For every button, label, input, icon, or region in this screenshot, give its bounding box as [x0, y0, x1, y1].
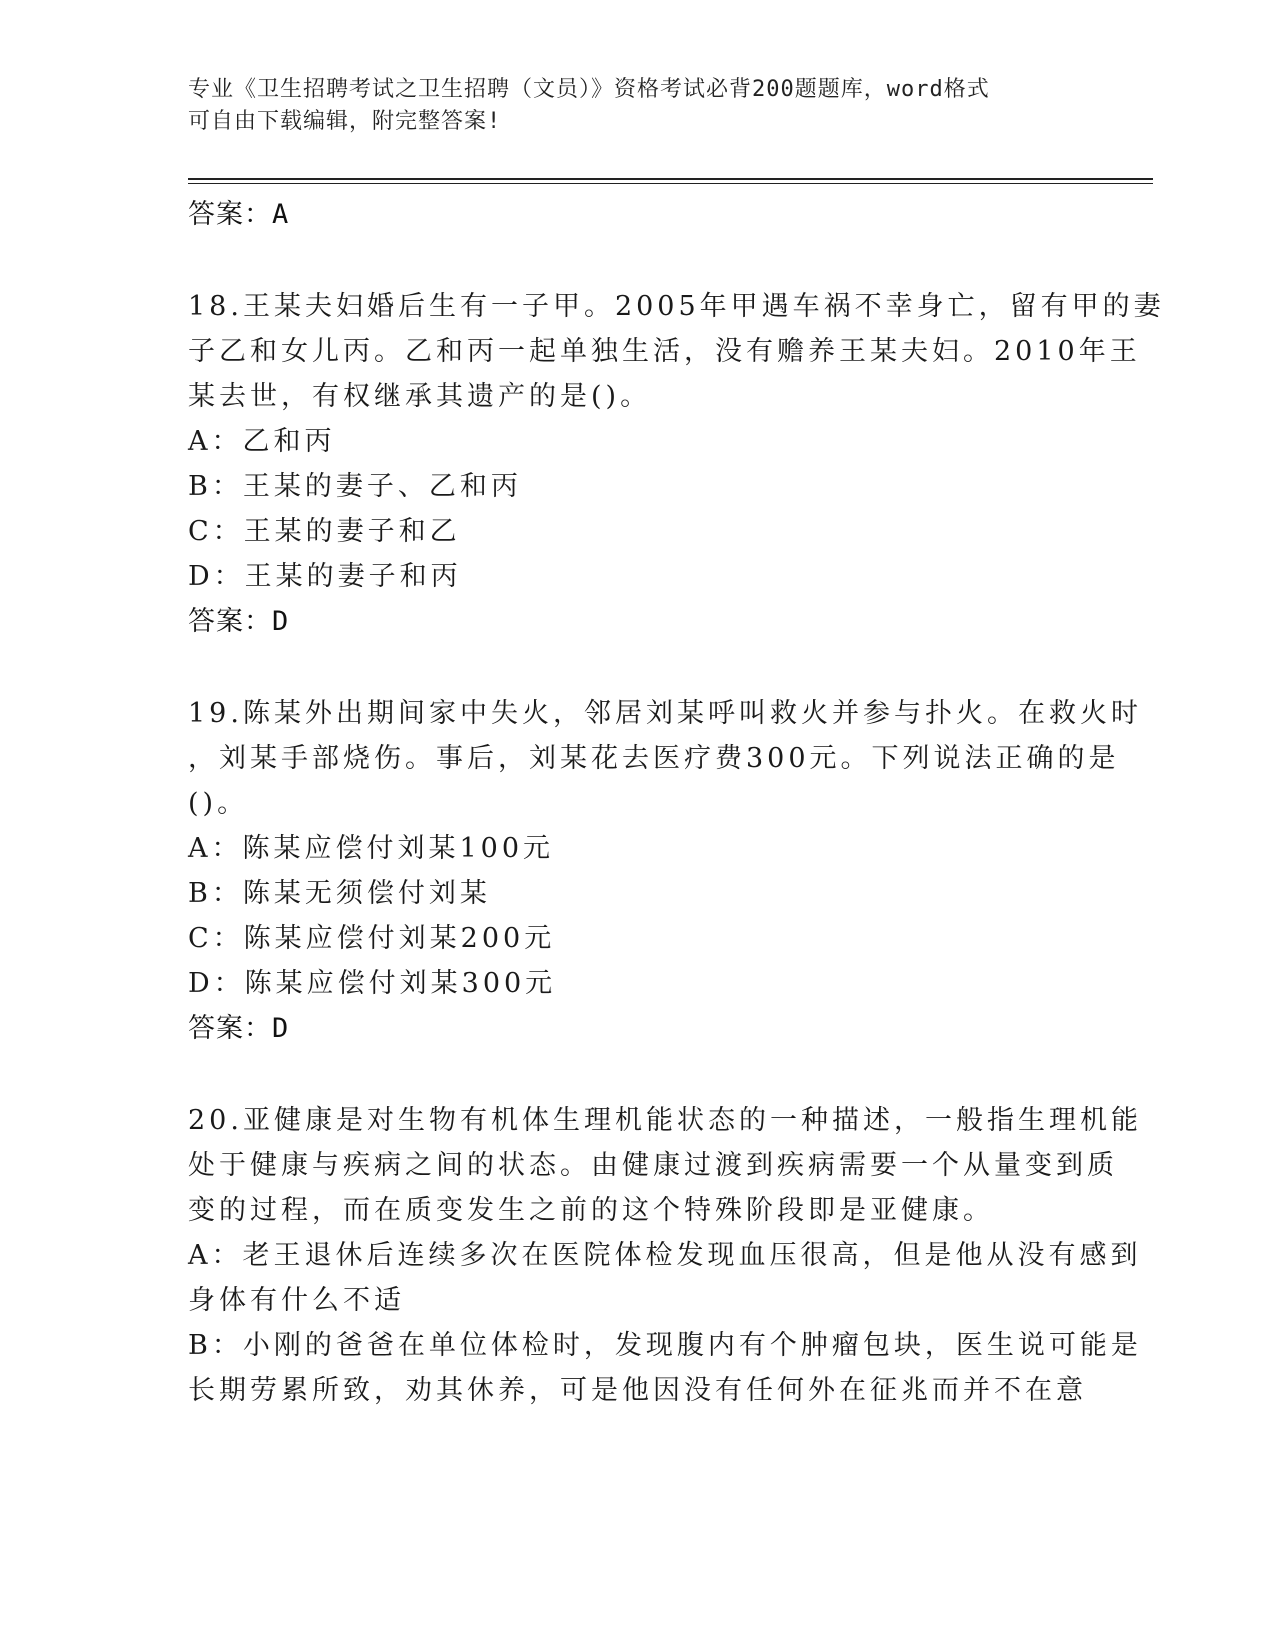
answer-label: 答案：D: [188, 1013, 290, 1044]
option-d: D：王某的妻子和丙: [188, 561, 462, 592]
option-c: C：陈某应偿付刘某200元: [188, 923, 556, 954]
question-stem-line: 某去世，有权继承其遗产的是()。: [188, 381, 652, 412]
document-header: [188, 74, 1068, 138]
answer-label: 答案：D: [188, 606, 290, 637]
question-stem-line: 19.陈某外出期间家中失火，邻居刘某呼叫救火并参与扑火。在救火时: [188, 698, 1142, 729]
header-divider-thin: [188, 183, 1153, 184]
question-stem-line: 20.亚健康是对生物有机体生理机能状态的一种描述，一般指生理机能: [188, 1105, 1142, 1136]
question-stem: [188, 284, 1165, 419]
question-stem-line: 子乙和女儿丙。乙和丙一起单独生活，没有赡养王某夫妇。2010年王: [188, 336, 1141, 367]
question-stem: [188, 691, 1142, 826]
question-20: [188, 1098, 1142, 1413]
option-line: 长期劳累所致，劝其休养，可是他因没有任何外在征兆而并不在意: [188, 1375, 1087, 1406]
option-b: [188, 1323, 1142, 1413]
option-a: [188, 1233, 1142, 1323]
option-line: B：小刚的爸爸在单位体检时，发现腹内有个肿瘤包块，医生说可能是: [188, 1330, 1142, 1361]
header-divider-thick: [188, 178, 1153, 180]
question-stem: [188, 1098, 1142, 1233]
answer-label: 答案：A: [188, 199, 290, 230]
option-c: C：王某的妻子和乙: [188, 516, 461, 547]
header-title-line-1: 专业《卫生招聘考试之卫生招聘（文员）》资格考试必背200题题库，word格式: [188, 77, 990, 102]
header-title-line-2: 可自由下载编辑，附完整答案!: [188, 109, 502, 134]
question-stem-line: 变的过程，而在质变发生之前的这个特殊阶段即是亚健康。: [188, 1195, 994, 1226]
option-line: 身体有什么不适: [188, 1285, 405, 1316]
option-a: A：陈某应偿付刘某100元: [188, 833, 555, 864]
document-content: [188, 192, 1165, 1413]
option-a: A：乙和丙: [188, 426, 336, 457]
option-line: A：老王退休后连续多次在医院体检发现血压很高，但是他从没有感到: [188, 1240, 1142, 1271]
question-19: [188, 691, 1142, 1052]
question-stem-line: ，刘某手部烧伤。事后，刘某花去医疗费300元。下列说法正确的是: [188, 743, 1120, 774]
question-18: [188, 284, 1165, 645]
question-stem-line: 18.王某夫妇婚后生有一子甲。2005年甲遇车祸不幸身亡，留有甲的妻: [188, 291, 1165, 322]
option-b: B：陈某无须偿付刘某: [188, 878, 491, 909]
question-stem-line: 处于健康与疾病之间的状态。由健康过渡到疾病需要一个从量变到质: [188, 1150, 1118, 1181]
option-b: B：王某的妻子、乙和丙: [188, 471, 522, 502]
question-stem-line: ()。: [188, 788, 249, 819]
option-d: D：陈某应偿付刘某300元: [188, 968, 557, 999]
